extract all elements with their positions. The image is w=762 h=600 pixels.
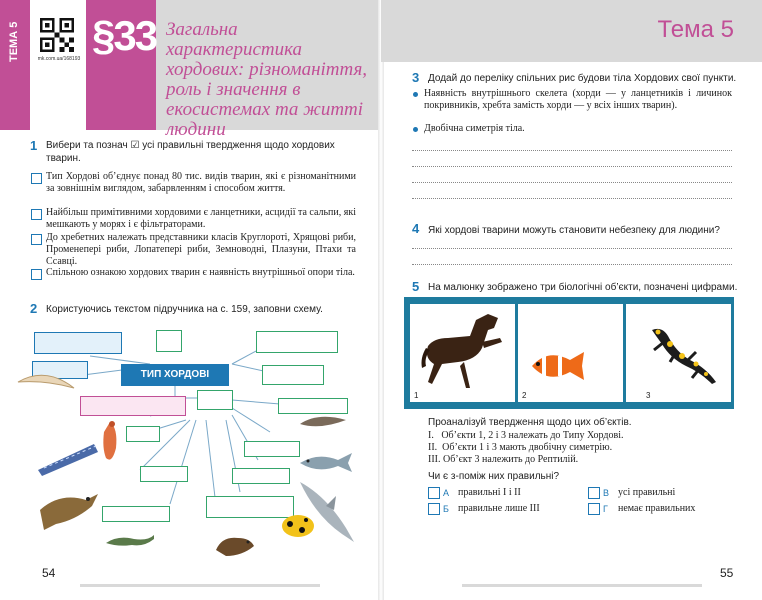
q1-statement-2: Найбільш примітивними хордовими є ланцетники, асцидії та сальпи, які мешкають у морях і є фільтраторами. [46,207,356,230]
page-number-left: 54 [42,566,56,580]
page-number-right: 55 [720,566,734,580]
q3-bullet-1: Наявність внутрішнього скелета (хорди — у ланцетників і личинок покривників, хребта замість хорди — у всіх інших тварин). [424,88,732,111]
answer-v-letter: В [603,488,610,498]
bullet-icon [413,127,418,132]
scheme-box-center[interactable] [197,390,233,410]
q1-checkbox-4[interactable] [31,269,42,280]
q2-text: Користуючись текстом підручника на с. 159, заповни схему. [46,304,323,315]
q5-statement-3: ІІІ. Об’єкт 3 належить до Рептилій. [428,454,579,465]
scheme-box-lower-left[interactable] [140,466,188,482]
answer-v-text: усі правильні [618,487,676,498]
q3-number: 3 [412,70,420,85]
scheme-box-top-left[interactable] [34,332,122,354]
answer-g-text: немає правильних [618,503,696,514]
answer-b-checkbox[interactable] [428,503,440,515]
bird-icon [36,490,100,532]
q1-number: 1 [30,138,38,153]
answer-line[interactable] [412,166,732,167]
photo-label-1: 1 [414,391,419,400]
answer-g-letter: Г [603,504,608,514]
qr-code-icon[interactable] [40,18,74,52]
horse-icon [418,308,510,392]
lancelet-icon [16,364,76,394]
qr-url[interactable]: mk.com.ua/168193 [37,56,81,62]
bullet-icon [413,92,418,97]
photo-label-2: 2 [522,391,527,400]
salamander-icon [640,322,720,388]
q5-question: Чи є з-поміж них правильні? [428,471,560,482]
scheme-box-right-1[interactable] [262,365,324,385]
tema-vertical-label: ТЕМА 5 [8,21,20,62]
answer-line[interactable] [412,248,732,249]
lizard-icon [104,527,156,553]
answer-line[interactable] [412,198,732,199]
q5-text: На малюнку зображено три біологічні об’єкти, позначені цифрами. [428,282,738,293]
scheme-box-mid[interactable] [126,426,160,442]
answer-a-letter: А [443,488,450,498]
q1-statement-1: Тип Хордові об’єднує понад 80 тис. видів тварин, які є різноманітними за зовнішнім виглядом, забарвленням і способом життя. [46,171,356,194]
q3-text: Додай до переліку спільних рис будови тіла Хордових свої пункти. [428,73,737,84]
footer-line-left [80,584,320,587]
fish-icon [298,450,354,476]
q5-number: 5 [412,279,420,294]
q2-number: 2 [30,301,38,316]
scheme-box-pink[interactable] [80,396,186,416]
q4-text: Які хордові тварини можуть становити небезпеку для людини? [428,225,720,236]
q1-checkbox-3[interactable] [31,234,42,245]
tema-strip [0,0,30,130]
scheme-box-bottom-left[interactable] [102,506,170,522]
answer-b-letter: Б [443,504,449,514]
scheme-box-top-right[interactable] [256,331,338,353]
lamprey-icon [298,410,348,432]
lesson-title: Загальна характеристика хордових: різноманіття, роль і значення в екосистемах та житті людини [166,19,368,140]
answer-v-checkbox[interactable] [588,487,600,499]
answer-b-text: правильне лише ІІІ [458,503,540,514]
answer-a-text: правильні І і ІІ [458,487,521,498]
q1-statement-4: Спільною ознакою хордових тварин є наявність внутрішньої опори тіла. [46,267,355,278]
q4-number: 4 [412,221,420,236]
scheme-box-right-4[interactable] [232,468,290,484]
q5-statement-2: ІІ. Об’єкти 1 і 3 мають двобічну симетрію. [428,442,613,453]
ferret-icon [212,530,258,560]
answer-line[interactable] [412,150,732,151]
scheme-box-top-center[interactable] [156,330,182,352]
answer-line[interactable] [412,264,732,265]
poison-frog-icon [278,508,318,542]
paragraph-number: §33 [92,12,157,59]
q1-text: Вибери та познач ☑ усі правильні твердження щодо хордових тварин. [46,140,335,164]
scheme-box-right-3[interactable] [244,441,300,457]
q1-statement-3: До хребетних належать представники класів Круглороті, Хрящові риби, Променепері риби, Лопатепері риби, Земноводні, Плазуни, Птахи та Ссавці. [46,232,356,267]
answer-a-checkbox[interactable] [428,487,440,499]
clownfish-icon [528,344,588,388]
q5-analyze: Проаналізуй твердження щодо цих об’єктів. [428,417,632,428]
book-gutter [378,0,384,600]
answer-g-checkbox[interactable] [588,503,600,515]
salp-chain-icon [34,438,102,478]
tema-title: Тема 5 [657,16,734,43]
photo-label-3: 3 [646,391,651,400]
scheme-center-box: ТИП ХОРДОВІ [121,364,229,386]
footer-line-right [462,584,702,587]
q1-checkbox-1[interactable] [31,173,42,184]
q5-statement-1: І. Об’єкти 1, 2 і 3 належать до Типу Хордові. [428,430,624,441]
answer-line[interactable] [412,182,732,183]
q1-checkbox-2[interactable] [31,209,42,220]
q3-bullet-2: Двобічна симетрія тіла. [424,123,525,134]
